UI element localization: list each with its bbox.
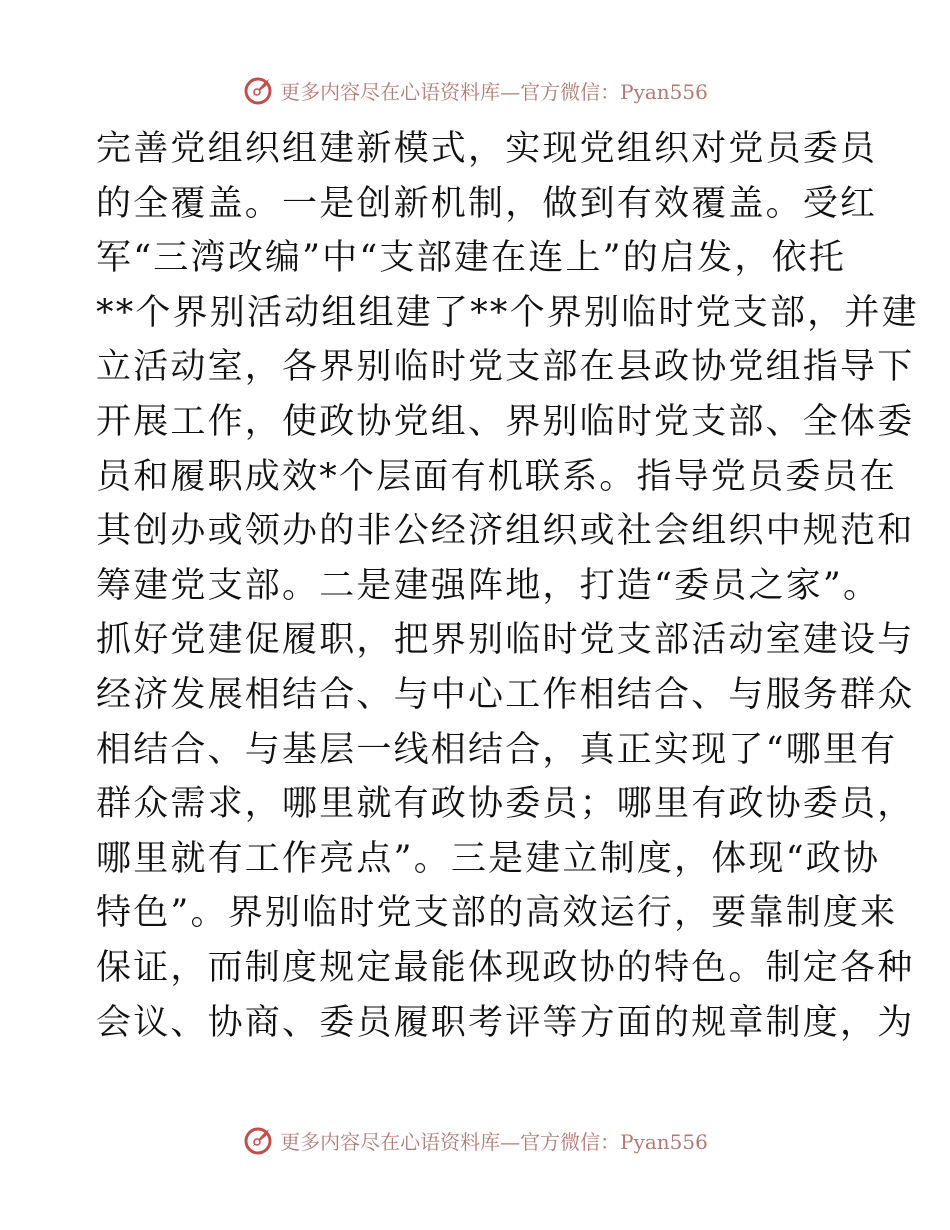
- paragraph-line: 保证，而制度规定最能体现政协的特色。制定各种: [96, 947, 915, 988]
- paragraph-line: 特色”。界别临时党支部的高效运行，要靠制度来: [96, 893, 898, 934]
- paragraph-line: **个界别活动组组建了**个界别临时党支部，并建: [96, 292, 919, 333]
- watermark-text: 更多内容尽在心语资料库—官方微信：Pyan556: [280, 1129, 708, 1154]
- pen-nib-seal-icon: [242, 1123, 276, 1157]
- paragraph-line: 群众需求，哪里就有政协委员；哪里有政协委员，: [96, 784, 915, 825]
- paragraph-line: 完善党组织组建新模式，实现党组织对党员委员: [96, 129, 878, 169]
- footer-watermark: [0, 1120, 950, 1160]
- paragraph-line: 筹建党支部。二是建强阵地，打造“委员之家”。: [96, 565, 881, 606]
- paragraph-line: 抓好党建促履职，把界别临时党支部活动室建设与: [96, 620, 915, 661]
- paragraph-line: 军“三湾改编”中“支部建在连上”的启发，依托: [96, 238, 846, 279]
- paragraph-line: 立活动室，各界别临时党支部在县政协党组指导下: [96, 347, 915, 388]
- paragraph-line: 开展工作，使政协党组、界别临时党支部、全体委: [96, 401, 915, 442]
- paragraph-line: 哪里就有工作亮点”。三是建立制度，体现“政协: [96, 838, 881, 879]
- paragraph-line: 的全覆盖。一是创新机制，做到有效覆盖。受红: [96, 183, 878, 224]
- paragraph-line: 员和履职成效*个层面有机联系。指导党员委员在: [96, 456, 897, 497]
- pen-nib-seal-icon: [242, 73, 276, 107]
- header-watermark: [0, 70, 950, 110]
- paragraph-line: 其创办或领办的非公经济组织或社会组织中规范和: [96, 511, 915, 552]
- watermark-text: 更多内容尽在心语资料库—官方微信：Pyan556: [280, 79, 708, 104]
- paragraph-line: 经济发展相结合、与中心工作相结合、与服务群众: [96, 674, 915, 715]
- document-body: [96, 122, 919, 1050]
- paragraph-line: 相结合、与基层一线相结合，真正实现了“哪里有: [96, 729, 898, 770]
- paragraph-line: 会议、协商、委员履职考评等方面的规章制度，为: [96, 1002, 915, 1043]
